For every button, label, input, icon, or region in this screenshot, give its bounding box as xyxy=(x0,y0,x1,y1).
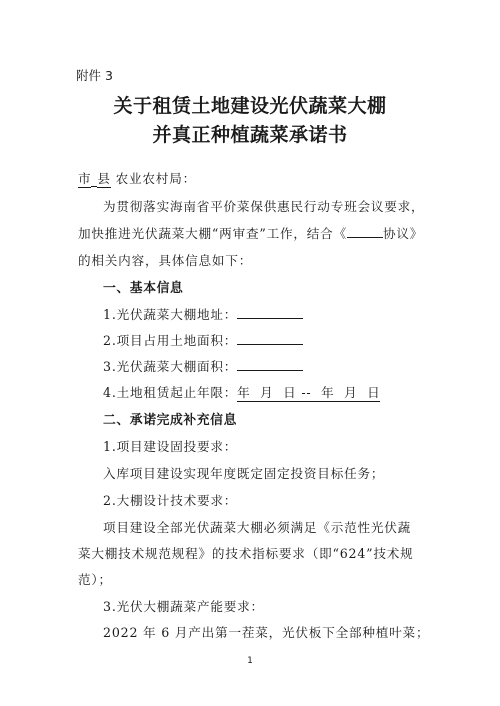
addressee-city: 市 xyxy=(78,168,91,188)
addressee-county: 县 xyxy=(97,168,110,188)
req-design-line-3: 范）； xyxy=(78,572,112,587)
req-investment-text: 入库项目建设实现年度既定固定投资目标任务； xyxy=(103,466,385,481)
item-greenhouse-address-label: 1.光伏蔬菜大棚地址： xyxy=(103,307,238,322)
item-lease-term-label: 4.土地租赁起止年限： xyxy=(103,385,238,400)
intro-line-2 xyxy=(78,223,423,242)
req-investment-heading: 1.项目建设固投要求： xyxy=(103,439,238,454)
item-land-area xyxy=(103,330,303,349)
section-commitment-heading: 二、承诺完成补充信息 xyxy=(103,413,237,428)
req-design-heading: 2.大棚设计技术要求： xyxy=(103,493,238,508)
item-greenhouse-area xyxy=(103,356,303,375)
greenhouse-address-blank xyxy=(237,306,303,319)
greenhouse-area-blank xyxy=(237,358,303,371)
page-number: 1 xyxy=(247,656,253,666)
intro-line-1: 为贯彻落实海南省平价菜保供惠民行动专班会议要求， xyxy=(103,199,425,214)
section-basic-info-heading: 一、基本信息 xyxy=(103,281,184,296)
lease-term-dates: 年 月 日 -- 年 月 日 xyxy=(237,382,380,402)
agreement-blank xyxy=(347,225,383,238)
intro-line-3: 的相关内容，具体信息如下： xyxy=(78,253,253,268)
document-title-line-2: 并真正种植蔬菜承诺书 xyxy=(152,124,348,146)
document-title-line-1: 关于租赁土地建设光伏蔬菜大棚 xyxy=(113,95,387,117)
item-greenhouse-address xyxy=(103,304,303,323)
addressee-rest: 农业农村局： xyxy=(115,171,196,186)
req-design-line-1: 项目建设全部光伏蔬菜大棚必须满足《示范性光伏蔬 xyxy=(103,520,412,535)
land-area-blank xyxy=(237,332,303,345)
intro-line-2-b: 协议》 xyxy=(382,226,424,241)
item-lease-term xyxy=(103,382,380,402)
req-capacity-heading: 3.光伏大棚蔬菜产能要求： xyxy=(103,599,264,614)
req-design-line-2: 菜大棚技术规范规程》的技术指标要求（即“624”技术规 xyxy=(78,546,414,561)
req-capacity-text: 2022 年 6 月产出第一茬菜，光伏板下全部种植叶菜； xyxy=(103,625,430,640)
item-greenhouse-area-label: 3.光伏蔬菜大棚面积： xyxy=(103,359,238,374)
attachment-label: 附件 3 xyxy=(76,68,113,83)
item-land-area-label: 2.项目占用土地面积： xyxy=(103,333,238,348)
intro-line-2-a: 加快推进光伏蔬菜大棚“两审查”工作，结合《 xyxy=(78,226,347,241)
addressee xyxy=(78,168,196,188)
